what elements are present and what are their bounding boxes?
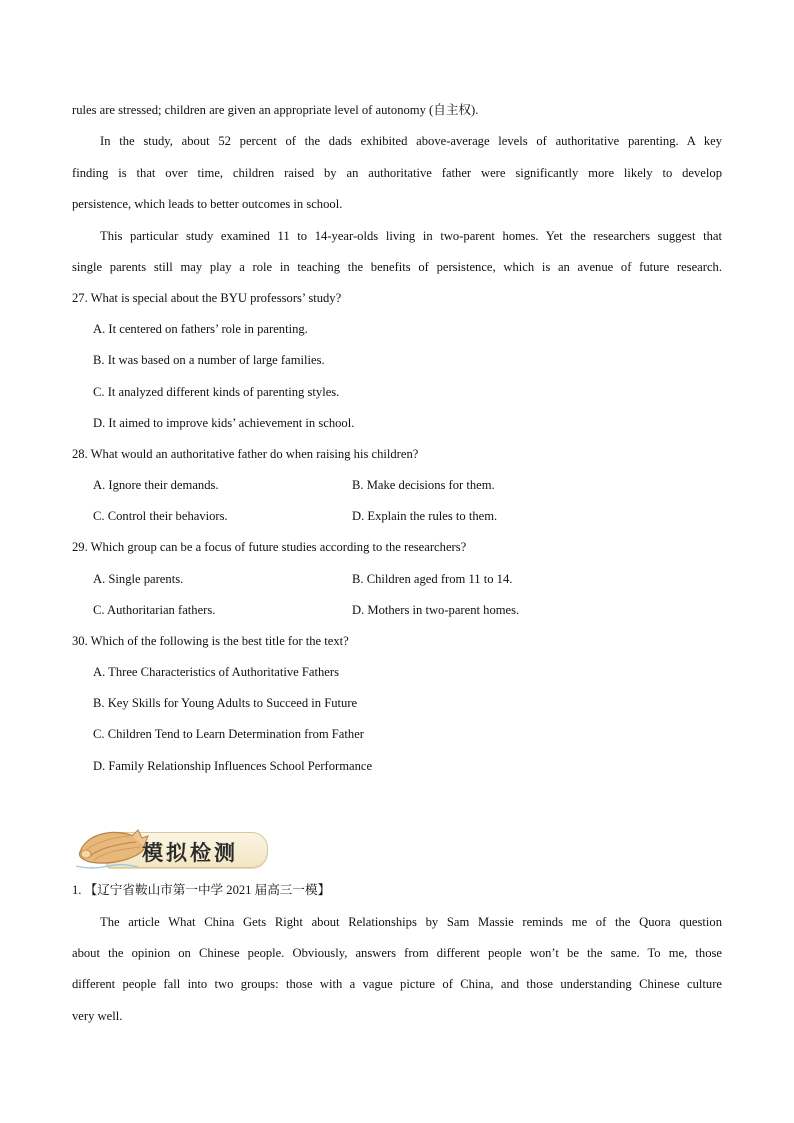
answer-option: B. Key Skills for Young Adults to Succeed in Future <box>93 696 358 710</box>
passage-line: different people fall into two groups: those with a vague picture of China, and those understanding Chinese culture <box>72 977 722 991</box>
answer-option: D. Explain the rules to them. <box>352 509 498 523</box>
passage-line: persistence, which leads to better outcomes in school. <box>72 197 343 211</box>
question-stem: 29. Which group can be a focus of future studies according to the researchers? <box>72 540 467 554</box>
passage-line: rules are stressed; children are given an appropriate level of autonomy (自主权). <box>72 103 479 117</box>
passage-line: single parents still may play a role in teaching the benefits of persistence, which is an avenue of future research. <box>72 260 722 274</box>
answer-option: B. Make decisions for them. <box>352 478 495 492</box>
conch-shell-icon <box>72 822 152 872</box>
passage-line: about the opinion on Chinese people. Obviously, answers from different people won’t be the same. To me, those <box>72 946 722 960</box>
answer-option: A. It centered on fathers’ role in parenting. <box>93 322 308 336</box>
answer-option: D. Mothers in two-parent homes. <box>352 603 520 617</box>
question-stem: 30. Which of the following is the best title for the text? <box>72 634 349 648</box>
passage-line: very well. <box>72 1009 123 1023</box>
answer-option: B. It was based on a number of large families. <box>93 353 325 367</box>
answer-option: C. Children Tend to Learn Determination from Father <box>93 727 364 741</box>
answer-option: C. It analyzed different kinds of parenting styles. <box>93 385 340 399</box>
passage-line: The article What China Gets Right about Relationships by Sam Massie reminds me of the Quora question <box>100 915 722 929</box>
answer-option: C. Control their behaviors. <box>93 509 228 523</box>
answer-option: D. Family Relationship Influences School Performance <box>93 759 373 773</box>
question-stem: 27. What is special about the BYU professors’ study? <box>72 291 342 305</box>
question-stem: 28. What would an authoritative father do when raising his children? <box>72 447 419 461</box>
answer-option: A. Ignore their demands. <box>93 478 219 492</box>
answer-option: D. It aimed to improve kids’ achievement in school. <box>93 416 355 430</box>
answer-option: C. Authoritarian fathers. <box>93 603 216 617</box>
answer-option: B. Children aged from 11 to 14. <box>352 572 513 586</box>
answer-option: A. Single parents. <box>93 572 184 586</box>
passage-line: finding is that over time, children raised by an authoritative father were significantly more likely to develop <box>72 166 722 180</box>
section-title: 模拟检测 <box>142 841 238 865</box>
answer-option: A. Three Characteristics of Authoritative Fathers <box>93 665 339 679</box>
passage-line: In the study, about 52 percent of the dads exhibited above-average levels of authoritative parenting. A key <box>100 134 722 148</box>
section-banner <box>72 822 272 872</box>
passage-line: This particular study examined 11 to 14-year-olds living in two-parent homes. Yet the researchers suggest that <box>100 229 722 243</box>
practice-heading: 1. 【辽宁省鞍山市第一中学 2021 届高三一模】 <box>72 883 331 897</box>
